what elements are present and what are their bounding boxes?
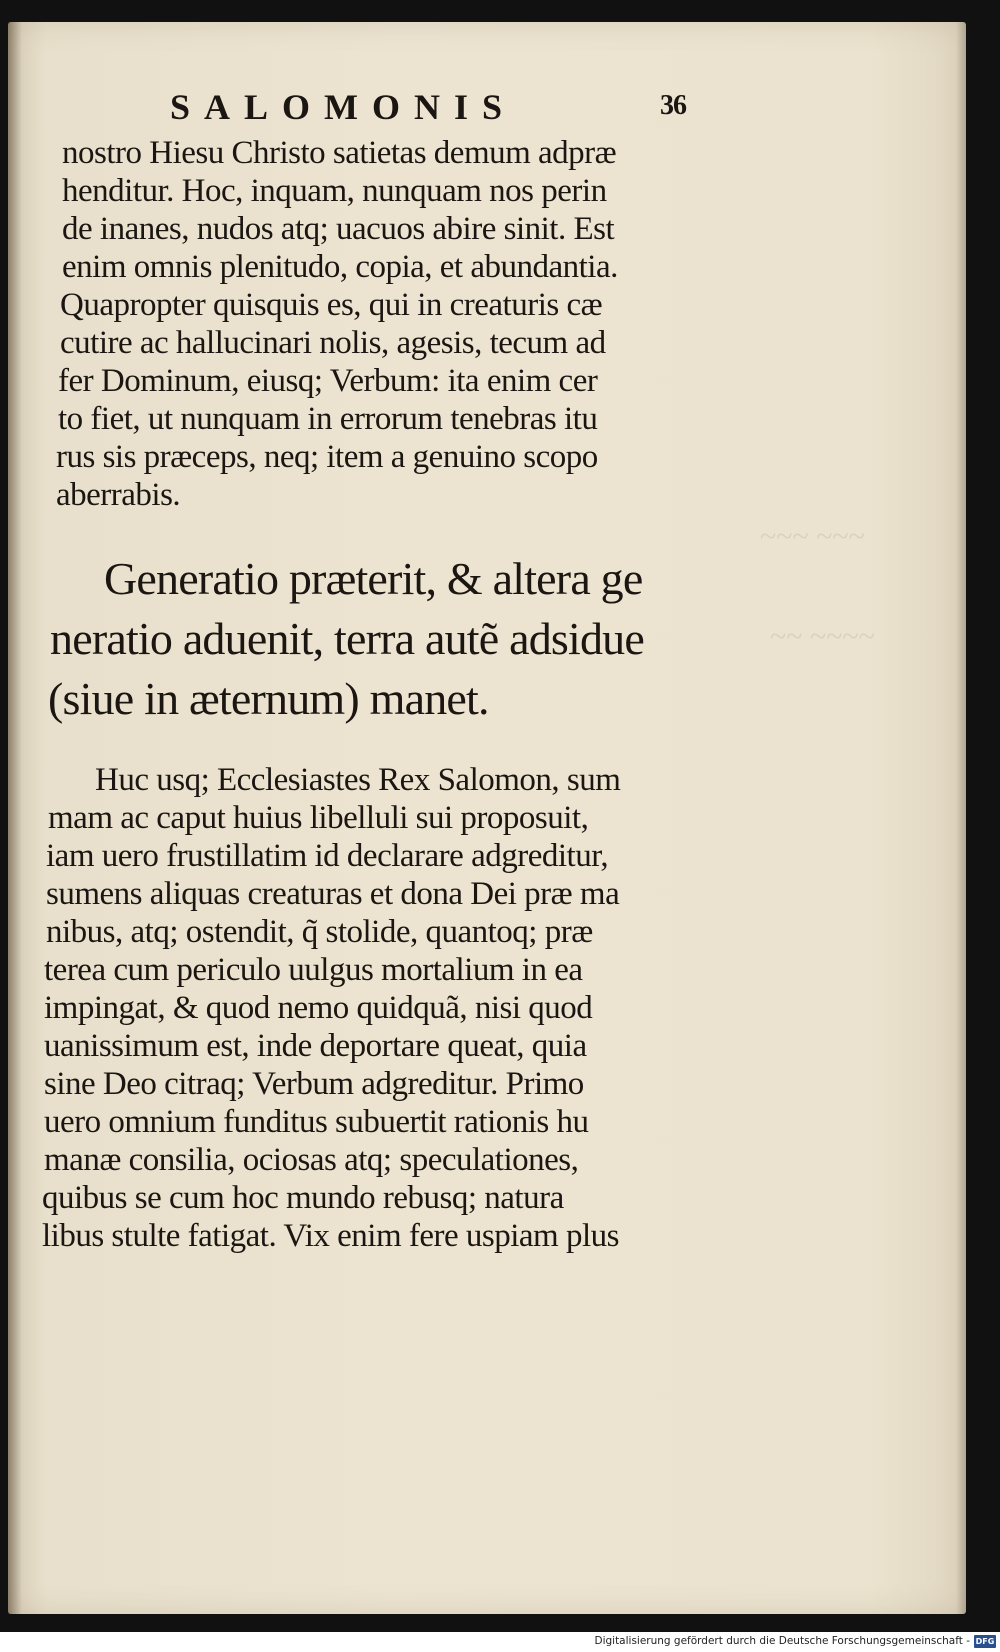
page-edge — [956, 22, 966, 1614]
text-line: mam ac caput huius libelluli sui proposuit, — [48, 800, 589, 836]
text-line: to fiet, ut nunquam in errorum tenebras itu — [58, 401, 598, 437]
running-title: SALOMONIS — [170, 87, 517, 127]
text-line: fer Dominum, eiusq; Verbum: ita enim cer — [58, 363, 598, 399]
funding-credit: Digitalisierung gefördert durch die Deutsche Forschungsgemeinschaft - — [594, 1635, 970, 1647]
running-head — [160, 86, 720, 126]
text-line: Huc usq; Ecclesiastes Rex Salomon, sum — [95, 762, 621, 798]
heading-line: neratio aduenit, terra autẽ adsidue — [50, 613, 644, 664]
text-line: henditur. Hoc, inquam, nunquam nos perin — [62, 173, 607, 209]
text-line: nostro Hiesu Christo satietas demum adpræ — [62, 135, 617, 171]
text-line: cutire ac hallucinari nolis, agesis, tecum ad — [60, 325, 606, 361]
text-line: uanissimum est, inde deportare queat, quia — [44, 1028, 587, 1064]
text-line: sine Deo citraq; Verbum adgreditur. Primo — [44, 1066, 584, 1102]
text-line: Quapropter quisquis es, qui in creaturis cæ — [60, 287, 603, 323]
text-line: uero omnium funditus subuertit rationis hu — [44, 1104, 589, 1140]
show-through: ~~ ~~~~ — [770, 620, 875, 653]
text-line: iam uero frustillatim id declarare adgreditur, — [46, 838, 609, 874]
text-line: rus sis præceps, neq; item a genuino scopo — [56, 439, 598, 475]
show-through: ~~~ ~~~ — [760, 520, 865, 553]
text-line: aberrabis. — [56, 477, 181, 513]
heading-line: (siue in æternum) manet. — [48, 673, 489, 724]
text-line: quibus se cum hoc mundo rebusq; natura — [42, 1180, 564, 1216]
dfg-logo: DFG — [975, 1637, 995, 1646]
text-line: manæ consilia, ociosas atq; speculationes, — [44, 1142, 579, 1178]
heading-line: Generatio præterit, & altera ge — [104, 553, 643, 604]
text-line: nibus, atq; ostendit, q̃ stolide, quantoq; præ — [46, 914, 593, 950]
text-line: impingat, & quod nemo quidquã, nisi quod — [44, 990, 593, 1026]
digitization-footer — [0, 1632, 1000, 1652]
text-line: terea cum periculo uulgus mortalium in ea — [44, 952, 583, 988]
text-line: libus stulte fatigat. Vix enim fere uspiam plus — [42, 1218, 619, 1254]
page-gutter — [8, 22, 22, 1614]
text-line: de inanes, nudos atq; uacuos abire sinit. Est — [62, 211, 615, 247]
text-line: sumens aliquas creaturas et dona Dei præ ma — [46, 876, 620, 912]
folio-number: 36 — [660, 90, 686, 121]
text-line: enim omnis plenitudo, copia, et abundantia. — [62, 249, 618, 285]
